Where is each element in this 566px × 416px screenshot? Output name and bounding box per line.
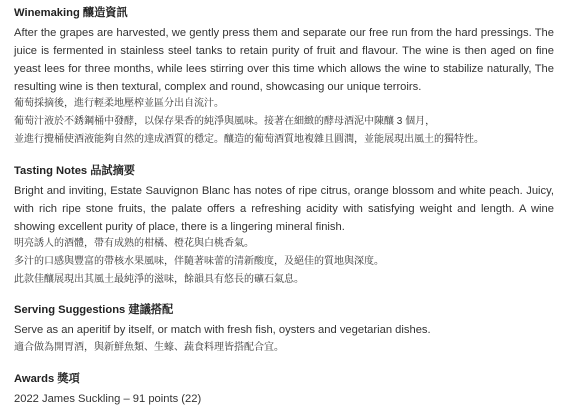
tasting-notes-text-zh-3: 此款佳釀展現出其風土最純淨的滋味，餘韻具有悠長的礦石氣息。 — [14, 274, 304, 285]
winemaking-text-en: After the grapes are harvested, we gently press them and separate our free run from the hard pressings. The juice is fermented in stainless steel tanks to retain purity of fruit and flavour. The wine is then aged on fine yeast lees for three months, while lees stirring over this time which allows the wine to stabilize naturally, The resulting wine is then textural, complex and round, showcasing our unique terroirs. — [14, 27, 554, 93]
serving-suggestions-section — [14, 302, 554, 356]
award-item: 2022 James Suckling – 91 points (22) — [14, 393, 202, 405]
awards-heading: Awards 獎項 — [14, 373, 80, 385]
serving-suggestions-text-en: Serve as an aperitif by itself, or match with fresh fish, oysters and vegetarian dishes. — [14, 324, 431, 336]
tasting-notes-section — [14, 163, 554, 288]
tasting-notes-text-en: Bright and inviting, Estate Sauvignon Blanc has notes of ripe citrus, orange blossom and white peach. Juicy, with rich ripe stone fruits, the palate offers a refreshing acidity with satisfying weight and length. A wine showing excellent purity of place, there is a lingering mineral finish. — [14, 185, 554, 233]
tasting-notes-text-zh-2: 多汁的口感與豐富的帶核水果風味，伴隨著味蕾的清新酸度，及絕佳的質地與深度。 — [14, 256, 384, 267]
awards-section — [14, 371, 554, 408]
winemaking-section — [14, 5, 554, 148]
winemaking-heading: Winemaking 釀造資訊 — [14, 7, 128, 19]
winemaking-text-zh-3: 並進行攪桶使酒液能夠自然的達成酒質的穩定。釀造的葡萄酒質地複雜且圓潤，並能展現出風土的獨特性。 — [14, 134, 484, 145]
serving-suggestions-heading: Serving Suggestions 建議搭配 — [14, 304, 174, 316]
serving-suggestions-text-zh: 適合做為開胃酒，與新鮮魚類、生蠔、蔬食料理皆搭配合宜。 — [14, 342, 284, 353]
winemaking-text-zh-2: 葡萄汁液於不銹鋼桶中發酵，以保存果香的純淨與風味。接著在細緻的酵母酒泥中陳釀 3 個月， — [14, 116, 436, 127]
winemaking-text-zh-1: 葡萄採摘後，進行輕柔地壓榨並區分出自流汁。 — [14, 98, 224, 109]
tasting-notes-text-zh-1: 明亮誘人的酒體，帶有成熟的柑橘、橙花與白桃香氣。 — [14, 238, 254, 249]
tasting-notes-heading: Tasting Notes 品試摘要 — [14, 165, 135, 177]
